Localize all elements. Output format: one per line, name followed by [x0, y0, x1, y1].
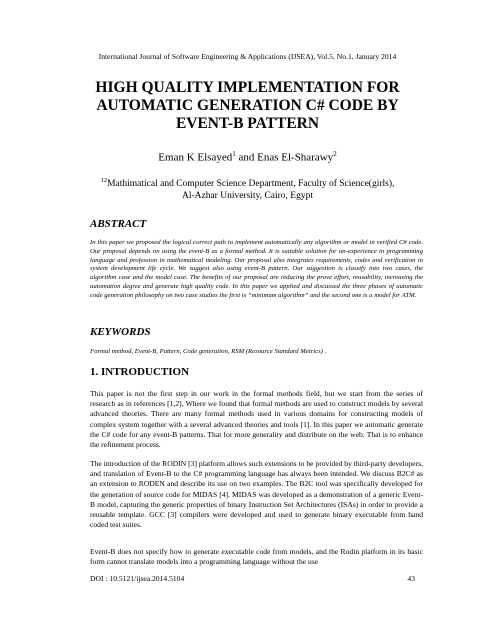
author-line [0, 150, 495, 164]
introduction-heading: 1. INTRODUCTION [90, 366, 190, 378]
title-line-1: HIGH QUALITY IMPLEMENTATION FOR [95, 79, 400, 96]
affiliation-line-2: Al-Azhar University, Cairo, Egypt [181, 191, 314, 202]
intro-paragraph-1: This paper is not the first step in our work in the formal methods field, but we start from the series of research as in references [1,2], Where we found that formal methods are used to construct models by several advanced theories. There are many formal methods used in various domains for constructing models of complex system together with a several advanced theories and tools [1]. In this paper we automatic generate the C# code for any event-B patterns. That for more generality and distribute on the web. That is to enhance the refinement process. [90, 389, 423, 450]
affiliation-line-1: $^{12}$Mathimatical and Computer Science Department, Faculty of Science(girls), [100, 177, 395, 190]
keywords-body: Formal method, Event-B, Pattern, Code generation, RSM (Resource Standard Metrics) . [90, 348, 327, 355]
affiliation [0, 175, 495, 202]
author-1: Eman K Elsayed [158, 151, 233, 164]
intro-paragraph-3: Event-B does not specify how to generate executable code from models, and the Rodin platform in its basic form cannot translate models into a programming language without the use [90, 547, 423, 567]
journal-header: International Journal of Software Engineering & Applications (IJSEA), Vol.5, No.1, January 2014 [98, 52, 397, 61]
page-number: 43 [407, 574, 415, 583]
title-line-2: AUTOMATIC GENERATION C# CODE BY [96, 97, 399, 114]
author-1-superscript: 1 [232, 150, 236, 158]
paper-title [0, 79, 495, 133]
keywords-heading: KEYWORDS [90, 326, 151, 338]
doi-footer: DOI : 10.5121/ijsea.2014.5104 [90, 574, 185, 583]
author-2-superscript: 2 [333, 150, 337, 158]
abstract-heading: ABSTRACT [90, 218, 147, 230]
intro-paragraph-2: The introduction of the RODIN [3] platform allows such extensions to be provided by third-party developers, and translation of Event-B to the C# programming language has always been intended. We discuss B2C# as an extension to RODEN and describe its use on two examples. The B2C tool was specifically developed for the generation of source code for MIDAS [4]. MIDAS was developed as a demonstration of a generic Event-B model, capturing the generic properties of binary Instruction Set Architectures (ISAs) in order to provide a reusable template. GCC [3] compilers were developed and used to generate binary executable from hand coded test suites. [90, 459, 423, 530]
abstract-body: In this paper we proposed the logical correct path to implement automatically any algorithm or model in verified C# code. Our proposal depends on using the event-B as a formal method. It is suitable solution for un-experience in programming language and profession in mathematical modeling. Our proposal also integrates requirements, codes and verification in system development life cycle. We suggest also using event-B pattern. Our suggestion is classify into two cases, the algorithm case and the model case. The benefits of our proposal are reducing the prove effort, reusability, increasing the automation degree and generate high quality code. In this paper we applied and discussed the three phases of automatic code generation philosophy on two case studies the first is “minimum algorithm” and the second one is a model for ATM. [90, 239, 423, 299]
affiliation-superscript: 12 [100, 177, 108, 184]
title-line-3: EVENT-B PATTERN [175, 115, 320, 132]
author-2: and Enas El-Sharawy [235, 151, 334, 164]
